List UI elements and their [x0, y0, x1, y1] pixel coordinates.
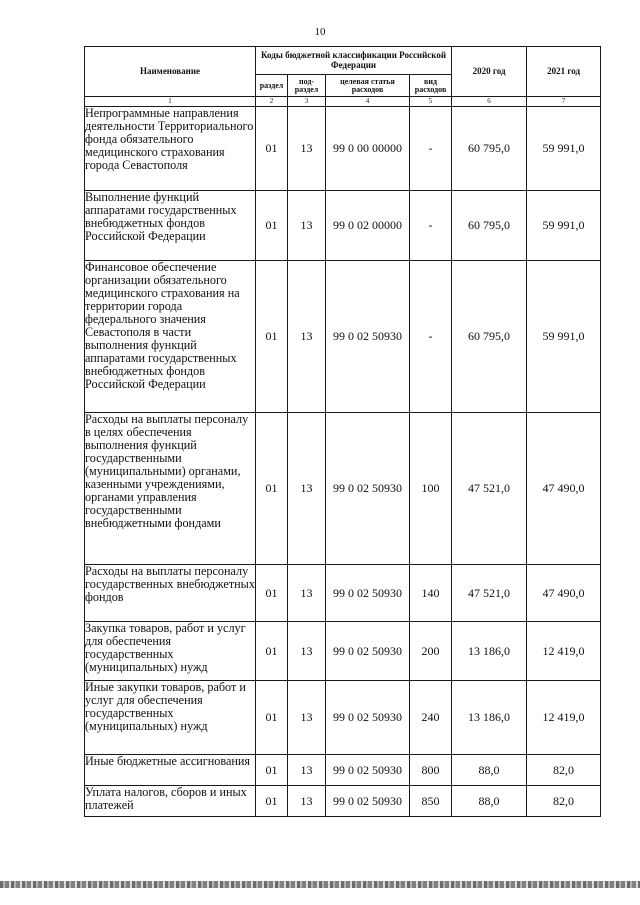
row-amount-2020: 13 186,0	[452, 681, 527, 755]
row-target-article: 99 0 00 00000	[326, 107, 410, 191]
row-subsection: 13	[288, 565, 326, 622]
table-row	[85, 755, 601, 786]
column-number: 6	[452, 97, 527, 107]
table-row	[85, 261, 601, 413]
row-amount-2021: 82,0	[527, 755, 601, 786]
row-amount-2021: 12 419,0	[527, 681, 601, 755]
row-section: 01	[256, 681, 288, 755]
row-target-article: 99 0 02 50930	[326, 786, 410, 817]
header-expense-type: вид расходов	[410, 75, 452, 97]
row-amount-2020: 13 186,0	[452, 622, 527, 681]
row-name: Расходы на выплаты персоналу в целях обеспечения выполнения функций государственными (муниципальными) органами, казенными учреждениями, органами управления государственными внебюджетными фондами	[85, 413, 256, 565]
row-amount-2021: 59 991,0	[527, 261, 601, 413]
row-name: Закупка товаров, работ и услуг для обеспечения государственных (муниципальных) нужд	[85, 622, 256, 681]
row-subsection: 13	[288, 413, 326, 565]
table-row	[85, 107, 601, 191]
row-amount-2021: 12 419,0	[527, 622, 601, 681]
row-expense-type: 140	[410, 565, 452, 622]
table-row	[85, 786, 601, 817]
scan-edge-noise	[0, 881, 640, 888]
column-number: 4	[326, 97, 410, 107]
row-section: 01	[256, 191, 288, 261]
row-name: Уплата налогов, сборов и иных платежей	[85, 786, 256, 817]
column-number: 3	[288, 97, 326, 107]
row-section: 01	[256, 107, 288, 191]
row-subsection: 13	[288, 191, 326, 261]
header-name: Наименование	[85, 47, 256, 97]
row-amount-2021: 59 991,0	[527, 191, 601, 261]
header-section: раздел	[256, 75, 288, 97]
row-expense-type: -	[410, 261, 452, 413]
row-amount-2020: 60 795,0	[452, 107, 527, 191]
row-subsection: 13	[288, 786, 326, 817]
header-year-2020: 2020 год	[452, 47, 527, 97]
row-expense-type: 200	[410, 622, 452, 681]
row-subsection: 13	[288, 622, 326, 681]
table-row	[85, 191, 601, 261]
row-section: 01	[256, 413, 288, 565]
header-subsection: под-раздел	[288, 75, 326, 97]
row-name: Иные закупки товаров, работ и услуг для обеспечения государственных (муниципальных) нужд	[85, 681, 256, 755]
table-row	[85, 681, 601, 755]
row-target-article: 99 0 02 50930	[326, 565, 410, 622]
column-number: 7	[527, 97, 601, 107]
table-row	[85, 413, 601, 565]
table-row	[85, 565, 601, 622]
row-amount-2021: 59 991,0	[527, 107, 601, 191]
row-section: 01	[256, 261, 288, 413]
row-subsection: 13	[288, 261, 326, 413]
row-target-article: 99 0 02 00000	[326, 191, 410, 261]
row-target-article: 99 0 02 50930	[326, 681, 410, 755]
row-name: Расходы на выплаты персоналу государственных внебюджетных фондов	[85, 565, 256, 622]
header-target-article: целевая статья расходов	[326, 75, 410, 97]
header-codes-group: Коды бюджетной классификации Российской Федерации	[256, 47, 452, 75]
row-section: 01	[256, 755, 288, 786]
row-amount-2021: 47 490,0	[527, 565, 601, 622]
row-section: 01	[256, 622, 288, 681]
column-number: 5	[410, 97, 452, 107]
row-name: Непрограммные направления деятельности Территориального фонда обязательного медицинского страхования города Севастополя	[85, 107, 256, 191]
header-year-2021: 2021 год	[527, 47, 601, 97]
row-amount-2021: 47 490,0	[527, 413, 601, 565]
row-section: 01	[256, 786, 288, 817]
column-number: 1	[85, 97, 256, 107]
row-target-article: 99 0 02 50930	[326, 622, 410, 681]
budget-classification-table	[84, 46, 601, 817]
row-expense-type: 850	[410, 786, 452, 817]
row-amount-2020: 88,0	[452, 755, 527, 786]
page-number: 10	[314, 26, 326, 38]
row-expense-type: -	[410, 107, 452, 191]
row-name: Иные бюджетные ассигнования	[85, 755, 256, 786]
row-amount-2020: 60 795,0	[452, 191, 527, 261]
row-expense-type: -	[410, 191, 452, 261]
column-number: 2	[256, 97, 288, 107]
row-amount-2020: 60 795,0	[452, 261, 527, 413]
row-expense-type: 800	[410, 755, 452, 786]
row-subsection: 13	[288, 681, 326, 755]
row-target-article: 99 0 02 50930	[326, 413, 410, 565]
column-number-row	[85, 97, 601, 107]
row-expense-type: 240	[410, 681, 452, 755]
row-target-article: 99 0 02 50930	[326, 261, 410, 413]
row-name: Финансовое обеспечение организации обязательного медицинского страхования на территории города федерального значения Севастополя в части выполнения функций аппаратами государственных внебюджетных фондов Российской Федерации	[85, 261, 256, 413]
row-amount-2020: 88,0	[452, 786, 527, 817]
row-amount-2021: 82,0	[527, 786, 601, 817]
row-target-article: 99 0 02 50930	[326, 755, 410, 786]
row-subsection: 13	[288, 755, 326, 786]
row-section: 01	[256, 565, 288, 622]
row-name: Выполнение функций аппаратами государственных внебюджетных фондов Российской Федерации	[85, 191, 256, 261]
row-expense-type: 100	[410, 413, 452, 565]
row-amount-2020: 47 521,0	[452, 413, 527, 565]
row-subsection: 13	[288, 107, 326, 191]
row-amount-2020: 47 521,0	[452, 565, 527, 622]
table-row	[85, 622, 601, 681]
